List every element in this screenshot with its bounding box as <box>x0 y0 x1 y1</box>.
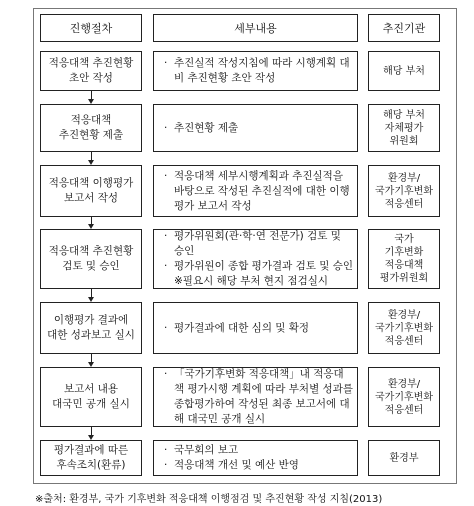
step-label: 보고서 내용 <box>63 383 119 395</box>
step-label: 적응대책 추진현황 <box>48 57 134 69</box>
agency-box <box>368 229 440 289</box>
step-label: 추진현황 제출 <box>58 129 124 141</box>
step-box <box>40 104 142 152</box>
header-step: 진행절차 <box>40 14 142 42</box>
detail-item: · 평가위원이 종합 평가결과 검토 및 승인 <box>164 259 353 274</box>
agency-box <box>368 302 440 354</box>
detail-item: · 적응대책 개선 및 예산 반영 <box>164 458 299 473</box>
step-label: 검토 및 승인 <box>62 260 120 272</box>
agency-label: 국가기후변화 <box>375 322 433 334</box>
step-box <box>40 367 142 427</box>
agency-label: 자체평가 <box>384 122 424 134</box>
agency-box <box>368 165 440 217</box>
agency-label: 적응센터 <box>384 198 424 210</box>
step-box <box>40 51 142 91</box>
agency-label: 환경부 <box>389 452 419 464</box>
agency-label: 국가기후변화 <box>375 185 433 197</box>
step-label: 적응대책 추진현황 <box>48 245 134 257</box>
agency-label: 적응대책 <box>384 260 424 271</box>
detail-item: · 평가결과에 대한 심의 및 확정 <box>164 321 309 336</box>
step-label: 평가결과에 따른 <box>53 444 129 456</box>
step-label: 이행평가 결과에 <box>53 314 129 326</box>
agency-label: 환경부/ <box>387 309 421 321</box>
step-label: 대국민 공개 실시 <box>52 398 130 410</box>
detail-box <box>153 440 358 476</box>
detail-box <box>153 104 358 152</box>
agency-label: 적응센터 <box>384 404 424 416</box>
detail-item: · 국무회의 보고 <box>164 443 299 458</box>
step-label: 후속조치(환류) <box>56 459 126 471</box>
detail-item: · 적응대책 세부시행계획과 추진실적을 바탕으로 작성된 추진실적에 대한 이행평가 보고서 작성 <box>164 169 353 214</box>
agency-label: 기후변화 <box>384 247 424 258</box>
detail-box <box>153 51 358 91</box>
detail-box <box>153 229 358 289</box>
header-agency: 추진기관 <box>368 14 440 42</box>
agency-label: 국가기후변화 <box>375 391 433 403</box>
step-label: 대한 성과보고 실시 <box>47 329 135 341</box>
step-label: 초안 작성 <box>69 72 113 84</box>
agency-box <box>368 51 440 91</box>
agency-box <box>368 440 440 476</box>
detail-item: · 「국가기후변화 적응대책」내 적응대책 평가시행 계획에 따라 부처별 성과를 종합평가하여 작성된 최종 보고서에 대해 대국민 공개 실시 <box>164 367 353 427</box>
agency-label: 국가 <box>394 234 414 245</box>
detail-item: · 추진실적 작성지침에 따라 시행계획 대비 추진현황 초안 작성 <box>164 56 353 86</box>
agency-label: 평가위원회 <box>379 273 429 284</box>
detail-item: · 평가위원회(관·학·연 전문가) 검토 및 승인 <box>164 229 353 259</box>
detail-box <box>153 165 358 217</box>
agency-label: 환경부/ <box>387 172 421 184</box>
header-detail: 세부내용 <box>153 14 358 42</box>
source-note: ※출처: 환경부, 국가 기후변화 적응대책 이행점검 및 추진현황 작성 지침(2013) <box>35 494 383 505</box>
agency-box <box>368 104 440 152</box>
agency-label: 환경부/ <box>387 378 421 390</box>
detail-box <box>153 302 358 354</box>
detail-box <box>153 367 358 427</box>
step-label: 적응대책 <box>70 114 112 126</box>
agency-label: 위원회 <box>389 135 419 147</box>
agency-label: 해당 부처 <box>383 65 425 77</box>
step-box <box>40 229 142 289</box>
detail-note: ※필요시 해당 부처 현지 점검실시 <box>174 275 329 287</box>
step-label: 보고서 작성 <box>63 192 119 204</box>
step-label: 적응대책 이행평가 <box>48 177 134 189</box>
agency-label: 적응센터 <box>384 335 424 347</box>
step-box <box>40 440 142 476</box>
detail-item: · 추진현황 제출 <box>164 121 238 136</box>
agency-box <box>368 367 440 427</box>
step-box <box>40 302 142 354</box>
step-box <box>40 165 142 217</box>
agency-label: 해당 부처 <box>383 109 425 121</box>
